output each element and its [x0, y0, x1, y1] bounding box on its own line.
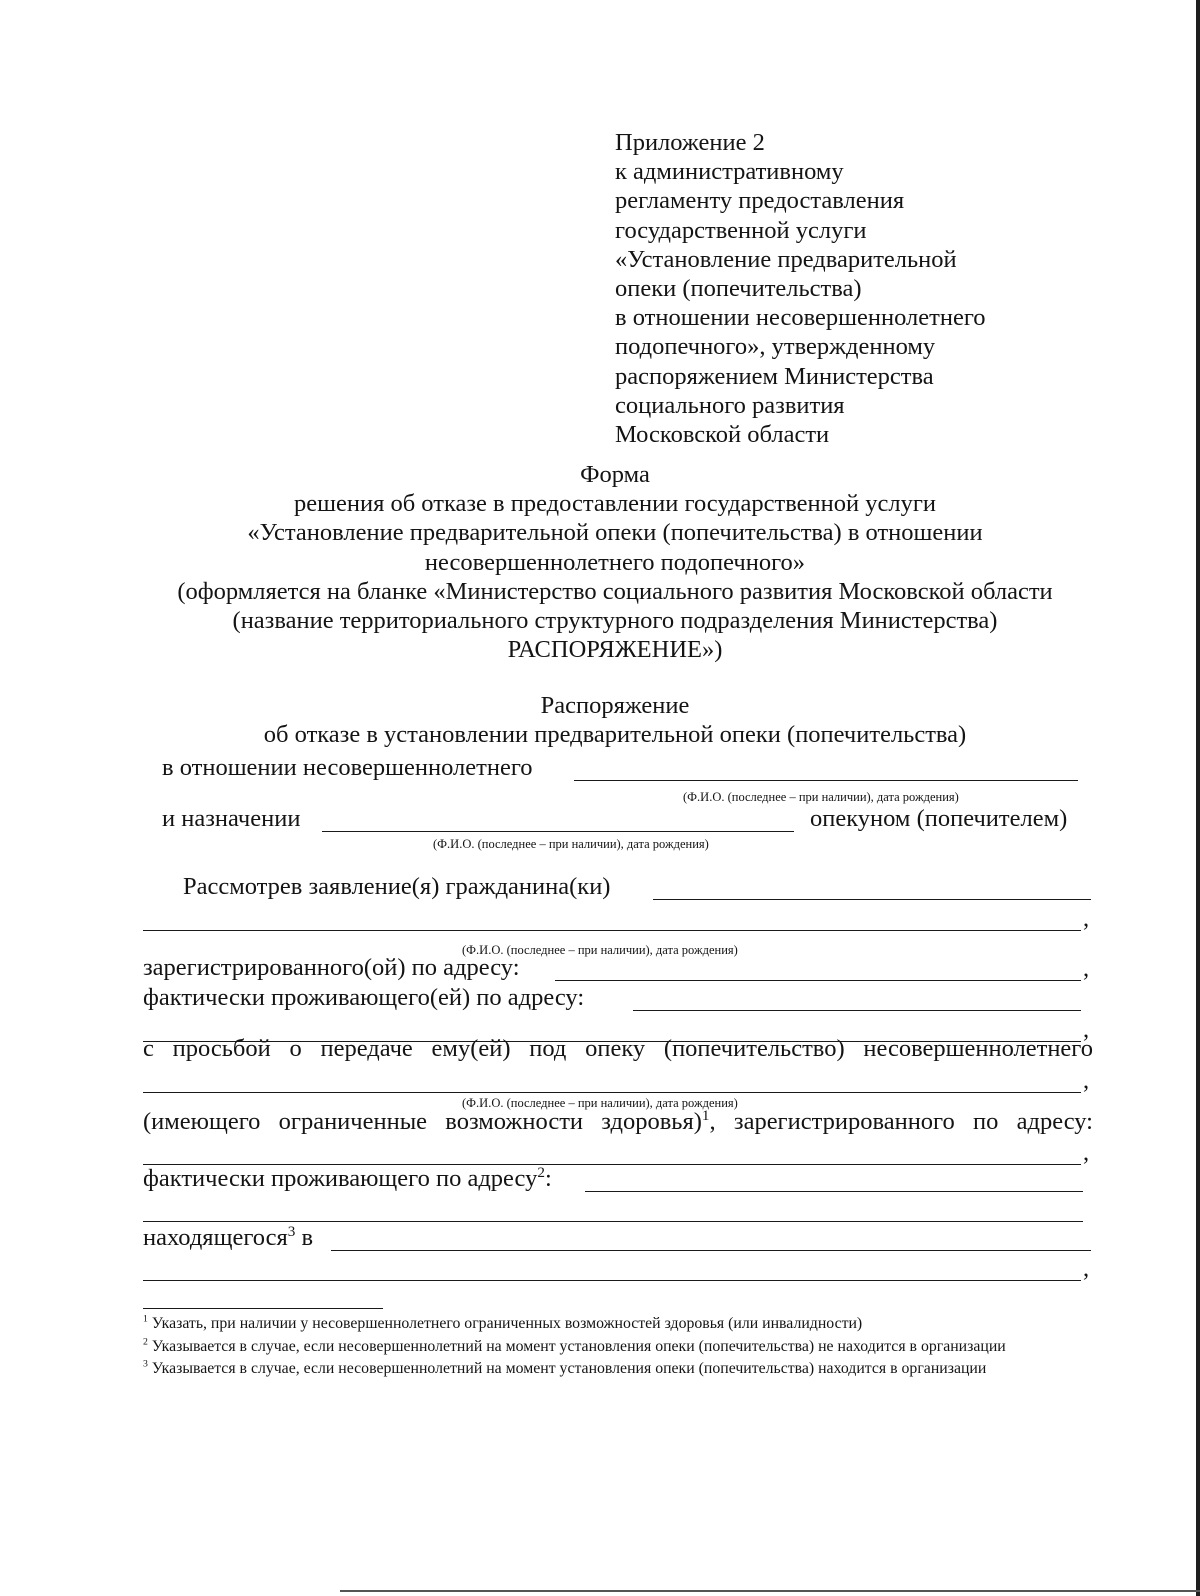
considered-label: Рассмотрев заявление(я) гражданина(ки): [183, 873, 611, 900]
order-subtitle: об отказе в установлении предварительной опеки (попечительства): [263, 721, 967, 749]
appendix-line: регламенту предоставления: [615, 187, 905, 215]
request-minor-row: [143, 1065, 1093, 1097]
minor-fio-line[interactable]: [574, 780, 1078, 781]
footnote-ref-1: 1: [701, 1106, 710, 1124]
footnote-1: $^1$ Указать, при наличии у несовершеннолетнего ограниченных возможностей здоровья (или инвалидности): [143, 1313, 863, 1332]
actual-row: [143, 983, 1093, 1015]
minor-fio-hint: (Ф.И.О. (последнее – при наличии), дата рождения): [683, 790, 959, 804]
located-row: [143, 1223, 1093, 1255]
actual-minor-label: фактически проживающего по адресу: [143, 1165, 538, 1192]
considered-row: [143, 872, 1093, 904]
comma: ,: [1083, 905, 1090, 932]
located-suffix: в: [301, 1224, 314, 1251]
guardian-fio-line[interactable]: [322, 831, 794, 832]
request-minor-fio-line[interactable]: [143, 1092, 1081, 1093]
actual-minor-line-row: [143, 1194, 1093, 1226]
minor-row: [162, 753, 1090, 785]
guardian-label: опекуном (попечителем): [810, 805, 1068, 832]
appendix-header: [615, 128, 1095, 449]
comma: ,: [1083, 1067, 1090, 1094]
located-text: [143, 1224, 313, 1252]
scan-edge-right: [1196, 0, 1200, 1596]
form-heading-line: Форма: [580, 461, 650, 488]
applicant-fio-hint: (Ф.И.О. (последнее – при наличии), дата рождения): [462, 943, 738, 957]
appendix-line: распоряжением Министерства: [615, 362, 934, 390]
form-heading-line: решения об отказе в предоставлении государственной услуги: [293, 490, 937, 518]
footnote-3: $^3$ Указывается в случае, если несовершеннолетний на момент установления опеки (попечительства) находится в организации: [143, 1358, 987, 1377]
actual-minor-text: [143, 1165, 552, 1193]
organization-line-2[interactable]: [143, 1280, 1081, 1281]
form-heading-line: «Установление предварительной опеки (попечительства) в отношении: [247, 519, 983, 547]
form-heading-line: РАСПОРЯЖЕНИЕ»): [507, 636, 723, 664]
appendix-line: государственной услуги: [615, 216, 867, 244]
minor-label: в отношении несовершеннолетнего: [162, 754, 533, 781]
form-heading: [140, 460, 1090, 664]
guardian-fio-hint: (Ф.И.О. (последнее – при наличии), дата рождения): [433, 837, 709, 851]
form-heading-line: (оформляется на бланке «Министерство социального развития Московской области: [177, 577, 1053, 605]
appoint-row: [162, 804, 1090, 836]
limited-row: [143, 1107, 1093, 1137]
comma: ,: [1083, 955, 1090, 982]
scan-edge-bottom: [340, 1590, 1200, 1592]
colon: :: [544, 1165, 552, 1192]
footnote-ref-3: 3: [287, 1222, 296, 1240]
actual-minor-address-line-2[interactable]: [143, 1221, 1083, 1222]
registered-address-line[interactable]: [555, 980, 1081, 981]
appendix-line: к административному: [615, 158, 844, 186]
order-heading: [140, 691, 1090, 749]
footnote-separator: [143, 1308, 383, 1309]
form-heading-line: несовершеннолетнего подопечного»: [424, 548, 806, 576]
appendix-line: Приложение 2: [615, 129, 765, 156]
registered-row: [143, 953, 1093, 985]
appendix-line: подопечного», утвержденному: [615, 333, 936, 361]
applicant-line-row: [143, 903, 1093, 935]
located-label: находящегося: [143, 1224, 288, 1251]
footnote-ref-2: 2: [537, 1163, 545, 1181]
appendix-line: социального развития: [615, 391, 845, 419]
comma: ,: [1083, 1139, 1090, 1166]
actual-minor-address-line[interactable]: [585, 1191, 1083, 1192]
organization-line[interactable]: [331, 1250, 1091, 1251]
appoint-label: и назначении: [162, 805, 301, 832]
request-text: с просьбой о передаче ему(ей) под опеку (попечительство) несовершеннолетнего: [143, 1035, 1093, 1062]
appendix-line: «Установление предварительной: [615, 245, 957, 273]
order-title: Распоряжение: [540, 692, 690, 719]
footnotes: [143, 1314, 1093, 1382]
appendix-line: опеки (попечительства): [615, 275, 862, 303]
comma: ,: [1083, 1255, 1090, 1282]
appendix-line: в отношении несовершеннолетнего: [615, 304, 986, 332]
registered-label: зарегистрированного(ой) по адресу:: [143, 954, 520, 981]
form-heading-line: (название территориального структурного подразделения Министерства): [232, 607, 998, 635]
comma: ,: [1083, 1016, 1090, 1043]
organization-line-row: [143, 1253, 1093, 1285]
applicant-fio-line[interactable]: [653, 899, 1091, 900]
footnote-2: $^2$ Указывается в случае, если несовершеннолетний на момент установления опеки (попечительства) не находится в организации: [143, 1336, 1006, 1355]
actual-minor-row: [143, 1164, 1093, 1196]
registered-minor-label: , зарегистрированного по адресу:: [709, 1108, 1093, 1135]
limited-text: (имеющего ограниченные возможности здоровья): [143, 1108, 702, 1135]
actual-label: фактически проживающего(ей) по адресу:: [143, 984, 585, 1011]
request-minor-fio-hint: (Ф.И.О. (последнее – при наличии), дата рождения): [462, 1096, 738, 1110]
appendix-line: Московской области: [615, 421, 830, 449]
applicant-fio-line-2[interactable]: [143, 930, 1081, 931]
actual-address-line[interactable]: [633, 1010, 1081, 1011]
